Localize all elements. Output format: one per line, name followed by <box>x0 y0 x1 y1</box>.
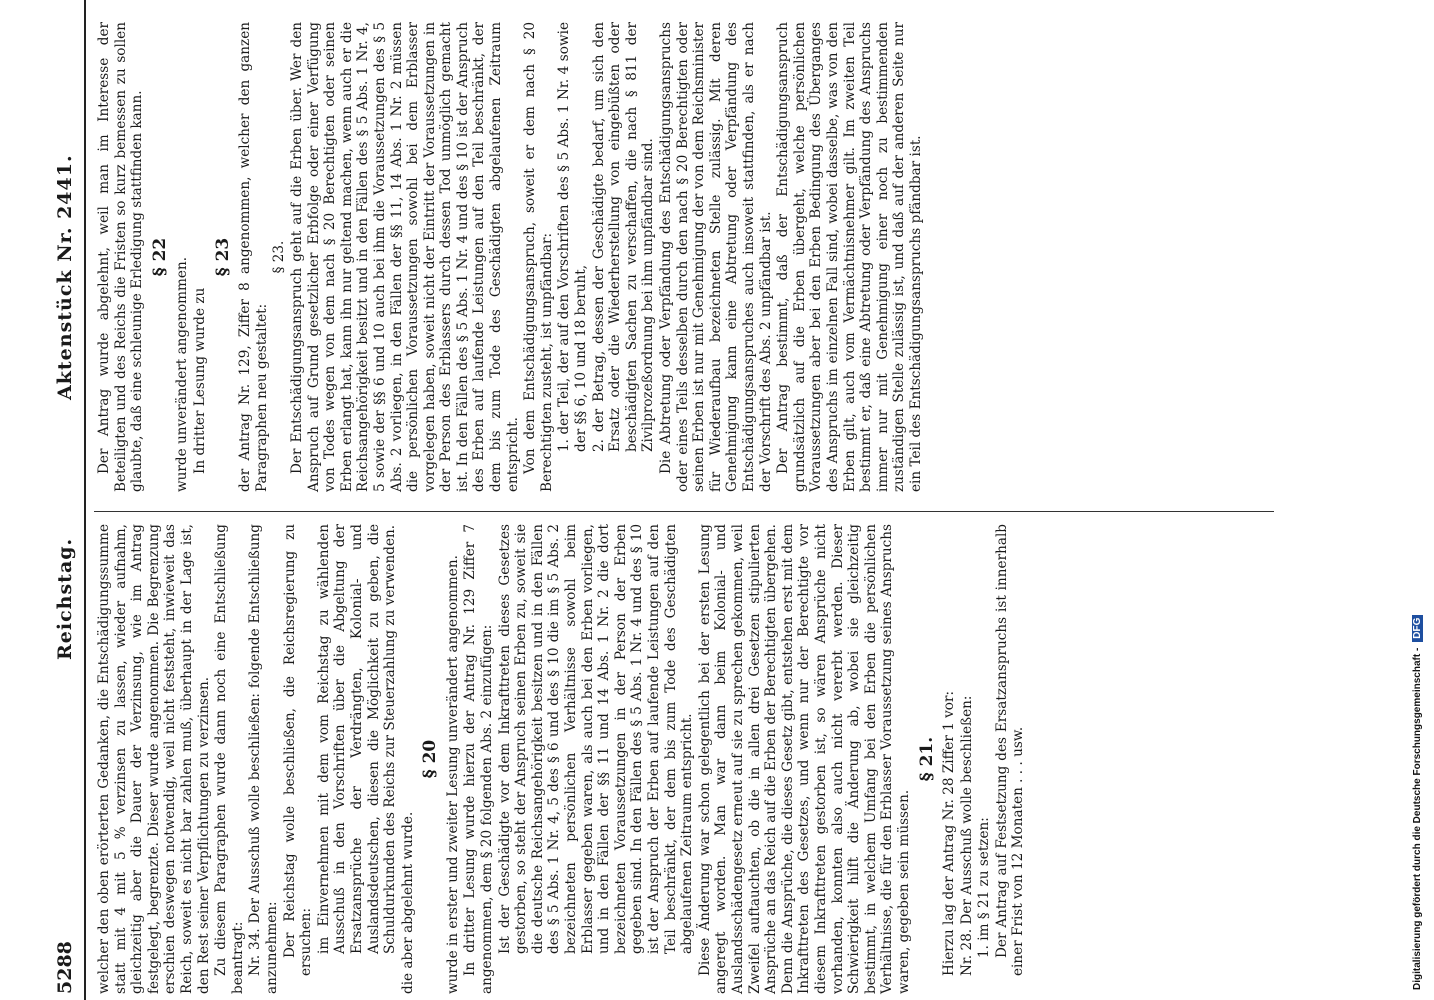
section-subheading: § 23. <box>271 240 288 274</box>
dfg-credit <box>1412 10 1430 990</box>
paragraph: In dritter Lesung wurde hierzu der Antrag Nr. 129 Ziffer 7 angenommen, dem § 20 folgenden Abs. 2 einzufügen: <box>462 524 496 994</box>
dfg-logo: DFG <box>1412 615 1423 642</box>
paragraph: der Antrag Nr. 129, Ziffer 8 angenommen, welcher den ganzen Paragraphen neu gestaltet: <box>237 22 270 492</box>
paragraph: Der Antrag auf Festsetzung des Ersatzanspruchs ist innerhalb einer Frist von 12 Monaten . . . usw. <box>993 524 1027 976</box>
publication-title: Reichstag. <box>54 537 76 660</box>
page-number: 5288 <box>54 941 76 994</box>
paragraph: Der Antrag bestimmt, daß der Entschädigungsanspruch grundsätzlich auf die Erben übergeht, welche persönlichen Voraussetzungen aber bei den Erben Bedingung des Überganges des Anspruchs im einzelnen Fall sind, wobei dasselbe, was von den Erben gilt, auch vom Vermächtnisnehmer gilt. Im zweiten Teil bestimmt er, daß eine Abtretung oder Verpfändung des Anspruchs immer nur mit Genehmigung einer noch zu bestimmenden zuständigen Stelle zulässig ist, und daß auf der anderen Seite nur ein Teil des Entschädigungsanspruchs pfändbar ist. <box>775 22 924 492</box>
column-divider <box>94 511 1274 512</box>
rotated-page <box>40 0 1370 1000</box>
right-column <box>96 22 926 492</box>
paragraph: In dritter Lesung wurde zu <box>191 287 208 474</box>
paragraph: Von dem Entschädigungsanspruch, soweit er dem nach § 20 Berechtigten zusteht, ist unpfändbar: <box>522 22 555 492</box>
paragraph: Nr. 28. Der Ausschuß wolle beschließen: <box>958 695 975 976</box>
dfg-credit-text: Digitalisierung gefördert durch die Deutsche Forschungsgemeinschaft - <box>1412 647 1423 990</box>
dfg-credit-strip <box>1412 10 1430 990</box>
section-heading: § 21. <box>916 736 937 782</box>
header-rule <box>84 0 86 1000</box>
section-heading: § 20 <box>420 739 441 779</box>
paragraph: Der Reichstag wolle beschließen, die Reichsregierung zu ersuchen: <box>281 524 315 976</box>
paragraph: Der Entschädigungsanspruch geht auf die Erben über. Wer den Anspruch auf Grund gesetzlicher Erbfolge oder einer Verfügung von Todes wegen von dem nach § 20 Berechtigten oder seinen Erben erlangt hat, kann ihn nur geltend machen, wenn auch er die Reichsangehörigkeit besitzt und in den Fällen des § 5 Abs. 1 Nr. 4, 5 sowie der §§ 6 und 10 auch bei ihm die Voraussetzungen des § 5 Abs. 2 vorliegen, in den Fällen der §§ 11, 14 Abs. 1 Nr. 2 müssen die persönlichen Voraussetzungen sowohl bei dem Erblasser vorgelegen haben, soweit nicht der Eintritt der Voraussetzungen in der Person des Erblassers durch dessen Tod unmöglich gemacht ist. In den Fällen des § 5 Abs. 1 Nr. 4 und des § 10 ist der Anspruch des Erben auf laufende Leistungen auf den Teil beschränkt, der dem bis zum Tode des Geschädigten abgelaufenen Zeitraum entspricht. <box>288 22 521 492</box>
paragraph: die aber abgelehnt wurde. <box>399 811 416 994</box>
paragraph: Nr. 34. Der Ausschuß wolle beschließen: folgende Entschließung anzunehmen: <box>247 524 280 994</box>
paragraph: Diese Änderung war schon gelegentlich bei der ersten Lesung angeregt worden. Man war dann beim Kolonial- und Auslandsschädengesetz erneut auf sie zu sprechen gekommen, weil Zweifel auftauchten, ob die in allen drei Gesetzen stipulierten Ansprüche an das Reich auf die Erben der Berechtigten übergehen. Denn die Ansprüche, die dieses Gesetz gibt, entstehen erst mit dem Inkrafttreten des Gesetzes, und wenn nur der Berechtigte vor diesem Inkrafttreten gestorben ist, so wären Ansprüche nicht vorhanden, konnten also auch nicht vererbt werden. Dieser Schwierigkeit hilft die Änderung ab, wobei sie gleichzeitig bestimmt, in welchem Umfang bei den Erben die persönlichen Verhältnisse, die für den Erblasser Voraussetzung seines Anspruchs waren, gegeben sein müssen. <box>696 524 912 994</box>
section-heading: § 23 <box>212 237 233 277</box>
list-item: 2. der Betrag, dessen der Geschädigte bedarf, um sich den Ersatz oder die Wiederherstellung von eingebüßten oder beschädigten Sachen zu verschaffen, die nach § 811 der Zivilprozeßordnung bei ihm unpfändbar sind. <box>590 22 657 452</box>
list-item: 1. der Teil, der auf den Vorschriften des § 5 Abs. 1 Nr. 4 sowie der §§ 6, 10 und 18 beruht, <box>556 22 590 452</box>
paragraph: Der Antrag wurde abgelehnt, weil man im Interesse der Beteiligten und des Reichs die Fristen so kurz bemessen zu sollen glaubte, daß eine schleunige Erledigung stattfinden kann. <box>96 22 146 492</box>
paragraph: im Einvernehmen mit dem vom Reichstag zu wählenden Ausschuß in den Vorschriften über die Abgeltung der Ersatzansprüche der Verdrängten, Kolonial- und Auslandsdeutschen, diesen die Möglichkeit zu geben, die Schuldurkunden des Reichs zur Steuerzahlung zu verwenden. <box>315 524 399 954</box>
paragraph: welcher den oben erörterten Gedanken, die Entschädigungssumme statt mit 4 mit 5 % verzinsen zu lassen, wieder aufnahm, gleichzeitig aber die Dauer der Verzinsung, wie im Antrag festgelegt, begrenzte. Dieser wurde angenommen. Die Begrenzung erschien deswegen notwendig, weil nicht feststeht, inwieweit das Reich, soweit es nicht bar zahlen muß, überhaupt in der Lage ist, den Rest seiner Verpflichtungen zu verzinsen. <box>96 524 212 994</box>
paragraph: wurde in erster und zweiter Lesung unverändert angenommen. <box>444 555 461 994</box>
document-number: Aktenstück Nr. 2441. <box>54 154 76 400</box>
left-column <box>96 524 1028 994</box>
paragraph: Hierzu lag der Antrag Nr. 28 Ziffer 1 vor: <box>941 690 958 976</box>
paragraph: wurde unverändert angenommen. <box>174 256 191 492</box>
paragraph: 1. im § 21 zu setzen: <box>976 817 993 958</box>
paragraph: Ist der Geschädigte vor dem Inkrafttreten dieses Gesetzes gestorben, so steht der Anspruch seinen Erben zu, soweit sie die deutsche Reichsangehörigkeit besitzen und in den Fällen des § 5 Abs. 1 Nr. 4, 5 des § 6 und des § 10 die im § 5 Abs. 2 bezeichneten persönlichen Verhältnisse sowohl beim Erblasser gegeben waren, als auch bei den Erben vorliegen, und in den Fällen der §§ 11 und 14 Abs. 1 Nr. 2 die dort bezeichneten Voraussetzungen in der Person der Erben gegeben sind. In den Fällen des § 5 Abs. 1 Nr. 4 und des § 10 ist der Anspruch der Erben auf laufende Leistungen auf den Teil beschränkt, der dem bis zum Tode des Geschädigten abgelaufenen Zeitraum entspricht. <box>496 524 696 954</box>
section-heading: § 22 <box>149 237 170 277</box>
paragraph: Zu diesem Paragraphen wurde dann noch eine Entschließung beantragt: <box>213 524 246 994</box>
paragraph: Die Abtretung oder Verpfändung des Entschädigungsanspruchs oder eines Teils desselben durch den nach § 20 Berechtigten oder seinen Erben ist nur mit Genehmigung der von dem Reichsminister für Wiederaufbau bezeichneten Stelle zulässig. Mit deren Genehmigung kann eine Abtretung oder Verpfändung des Entschädigungsanspruches auch insoweit stattfinden, als er nach der Vorschrift des Abs. 2 unpfändbar ist. <box>658 22 774 492</box>
